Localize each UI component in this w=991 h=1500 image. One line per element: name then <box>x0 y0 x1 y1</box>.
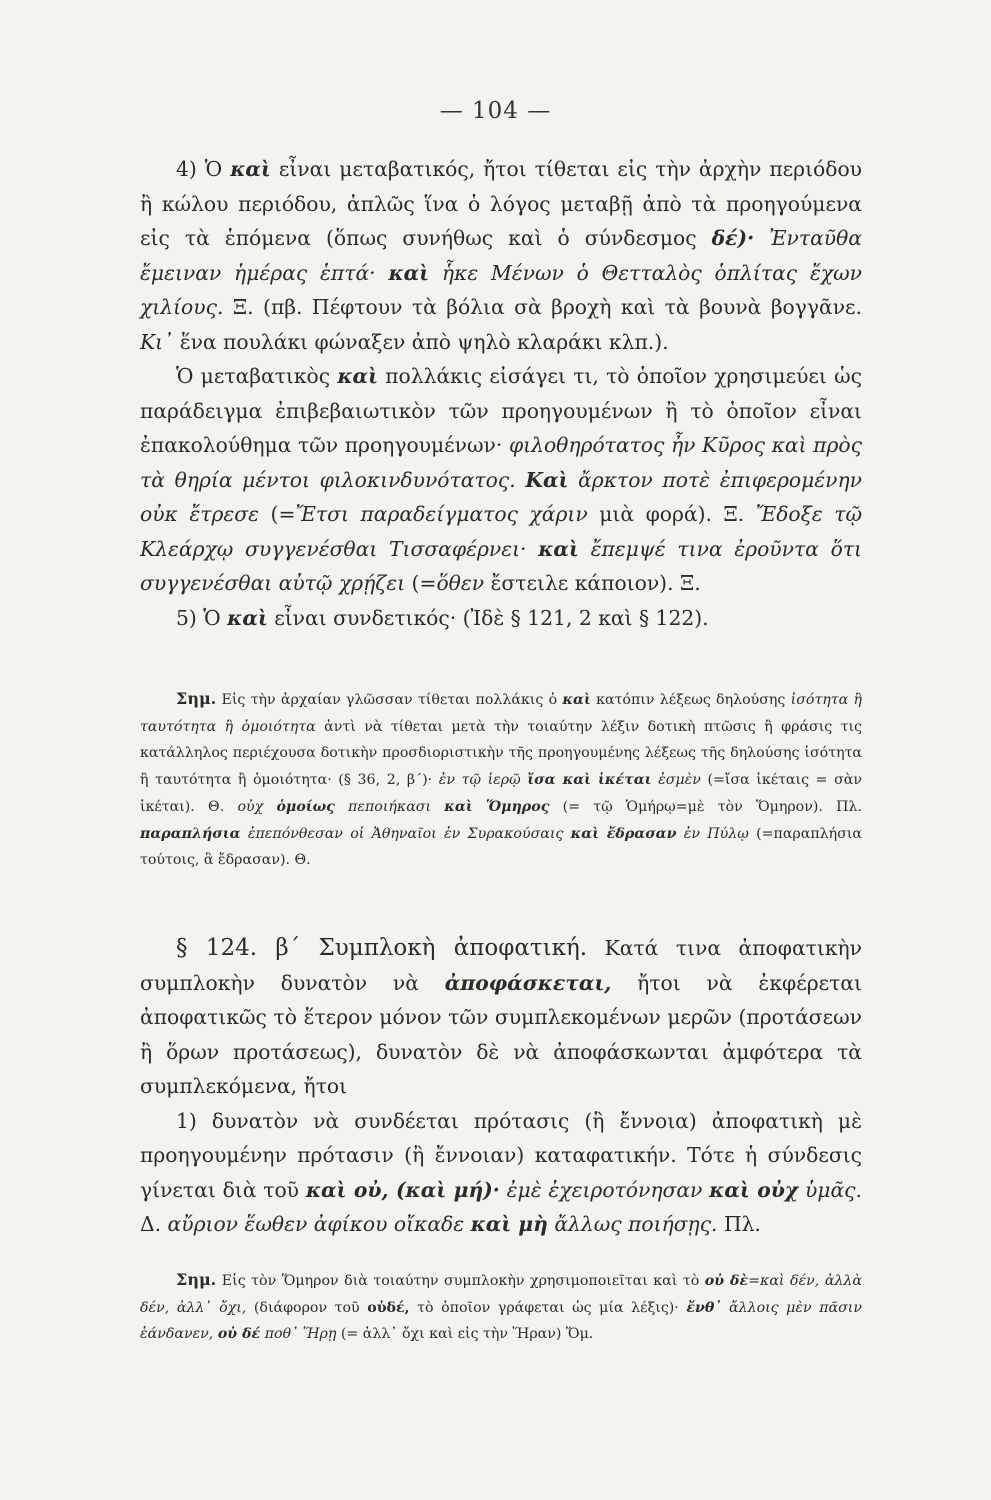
italic-run: ἰσότητα ἢ ταυτότητα ἢ ὁμοιότητα <box>140 692 863 735</box>
paragraph-5 <box>140 601 862 636</box>
text-run <box>431 799 444 815</box>
bold-run: ὁμοίως <box>276 798 335 815</box>
italic-run: ποθ᾽ Ἥρῃ <box>264 1326 337 1343</box>
footnote-2 <box>140 1267 862 1348</box>
main-text-upper <box>140 152 862 635</box>
bold-run: οὐ δέ <box>217 1326 261 1343</box>
paragraph-transitional <box>140 359 862 601</box>
text-run <box>563 826 570 842</box>
text-run: (=παραπλήσια τούτοις, ἃ ἔδρασαν). Θ. <box>140 825 862 869</box>
italic-run: ἄλλως ποιήσῃς. <box>554 1212 718 1236</box>
text-run: Δ. <box>140 1212 168 1236</box>
text-run <box>473 799 486 815</box>
text-run <box>335 799 348 815</box>
text-run: εἶναι συνδετικός· (Ἰδὲ § 121, 2 καὶ § 122). <box>267 605 709 630</box>
text-run: Κατά τινα ἀποφατικὴν συμπλοκὴν δυνατὸν νὰ <box>140 936 862 995</box>
bold-run: ἔνθ᾽ <box>686 1299 722 1316</box>
text-run: ἔστειλε κάποιον). Ξ. <box>484 571 701 595</box>
bold-run: καὶ <box>562 692 591 708</box>
page-number: — 104 — <box>439 98 552 124</box>
bold-run: ἴσα καὶ ἱκέται <box>527 772 652 789</box>
bold-run: καὶ <box>337 364 378 388</box>
text-run: εἶναι μεταβατικός, ἤτοι τίθεται εἰς τὴν ἀρχὴν περιόδου ἢ κώλου περιόδου, ἁπλῶς ἵνα ὁ λόγος μεταβῇ ἀπὸ τὰ προηγούμενα εἰς τὰ ἑπόμενα (ὅπως συνήθως καὶ ὁ σύνδεσμος <box>140 157 862 250</box>
text-run: (= <box>405 571 437 595</box>
italic-run: ἐμὲ ἐχειροτόνησαν <box>506 1177 703 1202</box>
section-124 <box>140 931 862 1104</box>
text-run <box>568 468 578 492</box>
bold-run: καὶ οὐχ <box>709 1177 799 1202</box>
italic-run: ἄρκτον ποτὲ ἐπιφερομένην οὐκ ἔτρεσε <box>140 467 862 526</box>
text-run <box>721 1300 729 1316</box>
italic-run: ἔπεμψέ τινα ἐροῦντα ὅτι συγγενέσθαι αὐτῷ χρῄζει <box>140 536 862 595</box>
text-run: πολλάκις εἰσάγει τι, τὸ ὁποῖον χρησιμεύει ὡς παράδειγμα ἐπιβεβαιωτικὸν τῶν προηγουμένων ἢ τὸ ὁποῖον εἶναι ἐπακολούθημα τῶν προηγουμένων· <box>140 364 862 457</box>
text-run: (διάφορον τοῦ <box>246 1299 368 1316</box>
bold-run: καὶ <box>388 260 430 285</box>
text-run: (= ἀλλ᾽ ὄχι καὶ εἰς τὴν Ἥραν) Ὅμ. <box>336 1326 594 1343</box>
italic-run: Ἔδοξε τῷ Κλεάρχῳ συγγενέσθαι Τισσαφέρνει· <box>140 502 862 561</box>
text-run <box>263 799 276 815</box>
text-run <box>241 826 248 842</box>
italic-run: ἧκε Μένων ὁ Θετταλὸς ὁπλίτας ἔχων χιλίους. <box>140 260 863 319</box>
bold-run: καὶ οὐ, (καὶ μή)· <box>305 1177 500 1202</box>
text-run: (= τῷ Ὁμήρῳ=μὲ τὸν Ὅμηρον). Πλ. <box>549 798 863 815</box>
text-run: (=ἴσα ἱκέταις = σὰν ἱκέται). Θ. <box>140 772 862 815</box>
italic-run: ἐπεπόνθεσαν οἱ Ἀθηναῖοι ἐν Συρακούσαις <box>247 825 564 842</box>
text-run: (= <box>259 502 296 526</box>
text-run <box>798 1178 805 1202</box>
text-run <box>526 537 538 561</box>
bold-run: καὶ <box>538 536 579 561</box>
text-run <box>516 468 526 492</box>
text-run: τὸ ὁποῖον γράφεται ὡς μία λέξις)· <box>409 1299 687 1316</box>
bold-run: ἀποφάσκεται, <box>444 970 612 995</box>
text-run: ἀντὶ νὰ τίθεται μετὰ τὴν τοιαύτην λέξιν δοτικὴ πτῶσις ἢ φράσις τις κατάλληλος περιέχουσα δοτικὴν προσδιοριστικὴν τῆς προηγουμένης λέξεως τῆς δηλούσης ἰσότητα ἢ ταυτότητα ἢ ὁμοιότητα· (§ 36, 2, β΄)· <box>140 718 863 789</box>
italic-run: πεποιήκασι <box>348 798 432 815</box>
paragraph-1 <box>140 1104 862 1242</box>
italic-run: καὶ δέν, ἀλλὰ δέν, ἀλλ᾽ ὄχι, <box>140 1273 863 1316</box>
text-run: 4) Ὁ <box>176 157 231 181</box>
text-run: 5) Ὁ <box>176 605 228 630</box>
text-run: 1) δυνατὸν νὰ συνδέεται πρότασις (ἢ ἔννοια) ἀποφατικὴ μὲ προηγουμένην πρότασιν (ἢ ἔννοιαν) καταφατικήν. Τότε ἡ σύνδεσις γίνεται διὰ τοῦ <box>140 1108 862 1202</box>
footnote-1 <box>140 686 862 874</box>
bold-run: Καὶ <box>525 467 569 492</box>
bold-run: καὶ <box>230 157 271 181</box>
bold-run: καὶ ἔδρασαν <box>570 825 677 842</box>
bold-run: οὐδέ, <box>367 1299 410 1316</box>
bold-run: Ὅμηρος <box>485 798 550 815</box>
italic-run: οὐχ <box>237 798 264 815</box>
paragraph-4 <box>140 152 862 359</box>
bold-run: καὶ <box>444 798 473 815</box>
text-run: κατόπιν λέξεως δηλούσης <box>590 692 791 708</box>
text-run <box>754 226 769 250</box>
italic-run: Κι᾽ <box>140 329 174 354</box>
text-run: Ὁ μεταβατικὸς <box>176 364 338 388</box>
note-label: Σημ. <box>176 1270 217 1289</box>
text-run: ἕνα πουλάκι φώναξεν ἀπὸ ψηλὸ κλαράκι κλπ.). <box>173 329 669 354</box>
italic-run: ἄλλοις μὲν πᾶσιν ἑάνδανεν, <box>140 1299 862 1343</box>
text-run: Πλ. <box>717 1212 761 1236</box>
bold-run: καὶ μὴ <box>470 1212 548 1236</box>
note-label: Σημ. <box>176 689 217 708</box>
italic-run: Ἔτσι παραδείγματος χάριν <box>295 502 588 526</box>
italic-run: ἐν Πύλῳ <box>683 825 749 842</box>
main-text-lower <box>140 931 862 1242</box>
bold-run: καὶ <box>227 605 268 630</box>
italic-run: ἐν τῷ ἱερῷ <box>438 772 521 789</box>
text-run <box>376 261 389 285</box>
section-title: β΄ Συμπλοκὴ ἀποφατική. <box>257 935 588 961</box>
italic-run: ὑμᾶς. <box>804 1177 862 1202</box>
bold-run: παραπλήσια <box>140 825 241 842</box>
text-run: ἤτοι νὰ ἐκφέρεται ἀποφατικῶς τὸ ἕτερον μόνον τῶν συμπλεκομένων μερῶν (προτάσεων ἢ ὅρων προτάσεως), δυνατὸν δὲ νὰ ἀποφάσκωνται ἀμφότερα τὰ συμπλεκόμενα, ἤτοι <box>140 970 862 1098</box>
footnote-paragraph <box>140 686 862 874</box>
italic-run: ἐσμὲν <box>658 772 701 789</box>
text-run: Εἰς τὴν ἀρχαίαν γλῶσσαν τίθεται πολλάκις ὁ <box>216 692 563 708</box>
text-run: = <box>748 1273 761 1289</box>
text-run <box>500 1178 507 1202</box>
text-run <box>579 537 591 561</box>
italic-run: ὅθεν <box>436 571 485 595</box>
text-run <box>429 261 442 285</box>
bold-run: οὐ δὲ <box>704 1273 749 1289</box>
italic-run: αὔριον ἕωθεν ἀφίκου οἴκαδε <box>167 1212 465 1236</box>
italic-run: Ἐνταῦθα ἔμειναν ἡμέρας ἑπτά· <box>140 226 862 285</box>
text-run: Εἰς τὸν Ὅμηρον διὰ τοιαύτην συμπλοκὴν χρησιμοποιεῖται καὶ τὸ <box>216 1273 705 1289</box>
footnote-paragraph <box>140 1267 862 1348</box>
text-run <box>676 826 683 842</box>
section-number: § 124. <box>176 935 258 961</box>
text-run: Ξ. (πβ. Πέφτουν τὰ βόλια σὰ βροχὴ καὶ τὰ βουνὰ βογγᾶνε. <box>223 295 862 319</box>
bold-run: δέ)· <box>711 226 755 250</box>
italic-run: φιλοθηρότατος ἦν Κῦρος καὶ πρὸς τὰ θηρία μέντοι φιλοκινδυνότατος. <box>140 433 862 492</box>
text-run: μιὰ φορά). Ξ. <box>587 502 756 526</box>
